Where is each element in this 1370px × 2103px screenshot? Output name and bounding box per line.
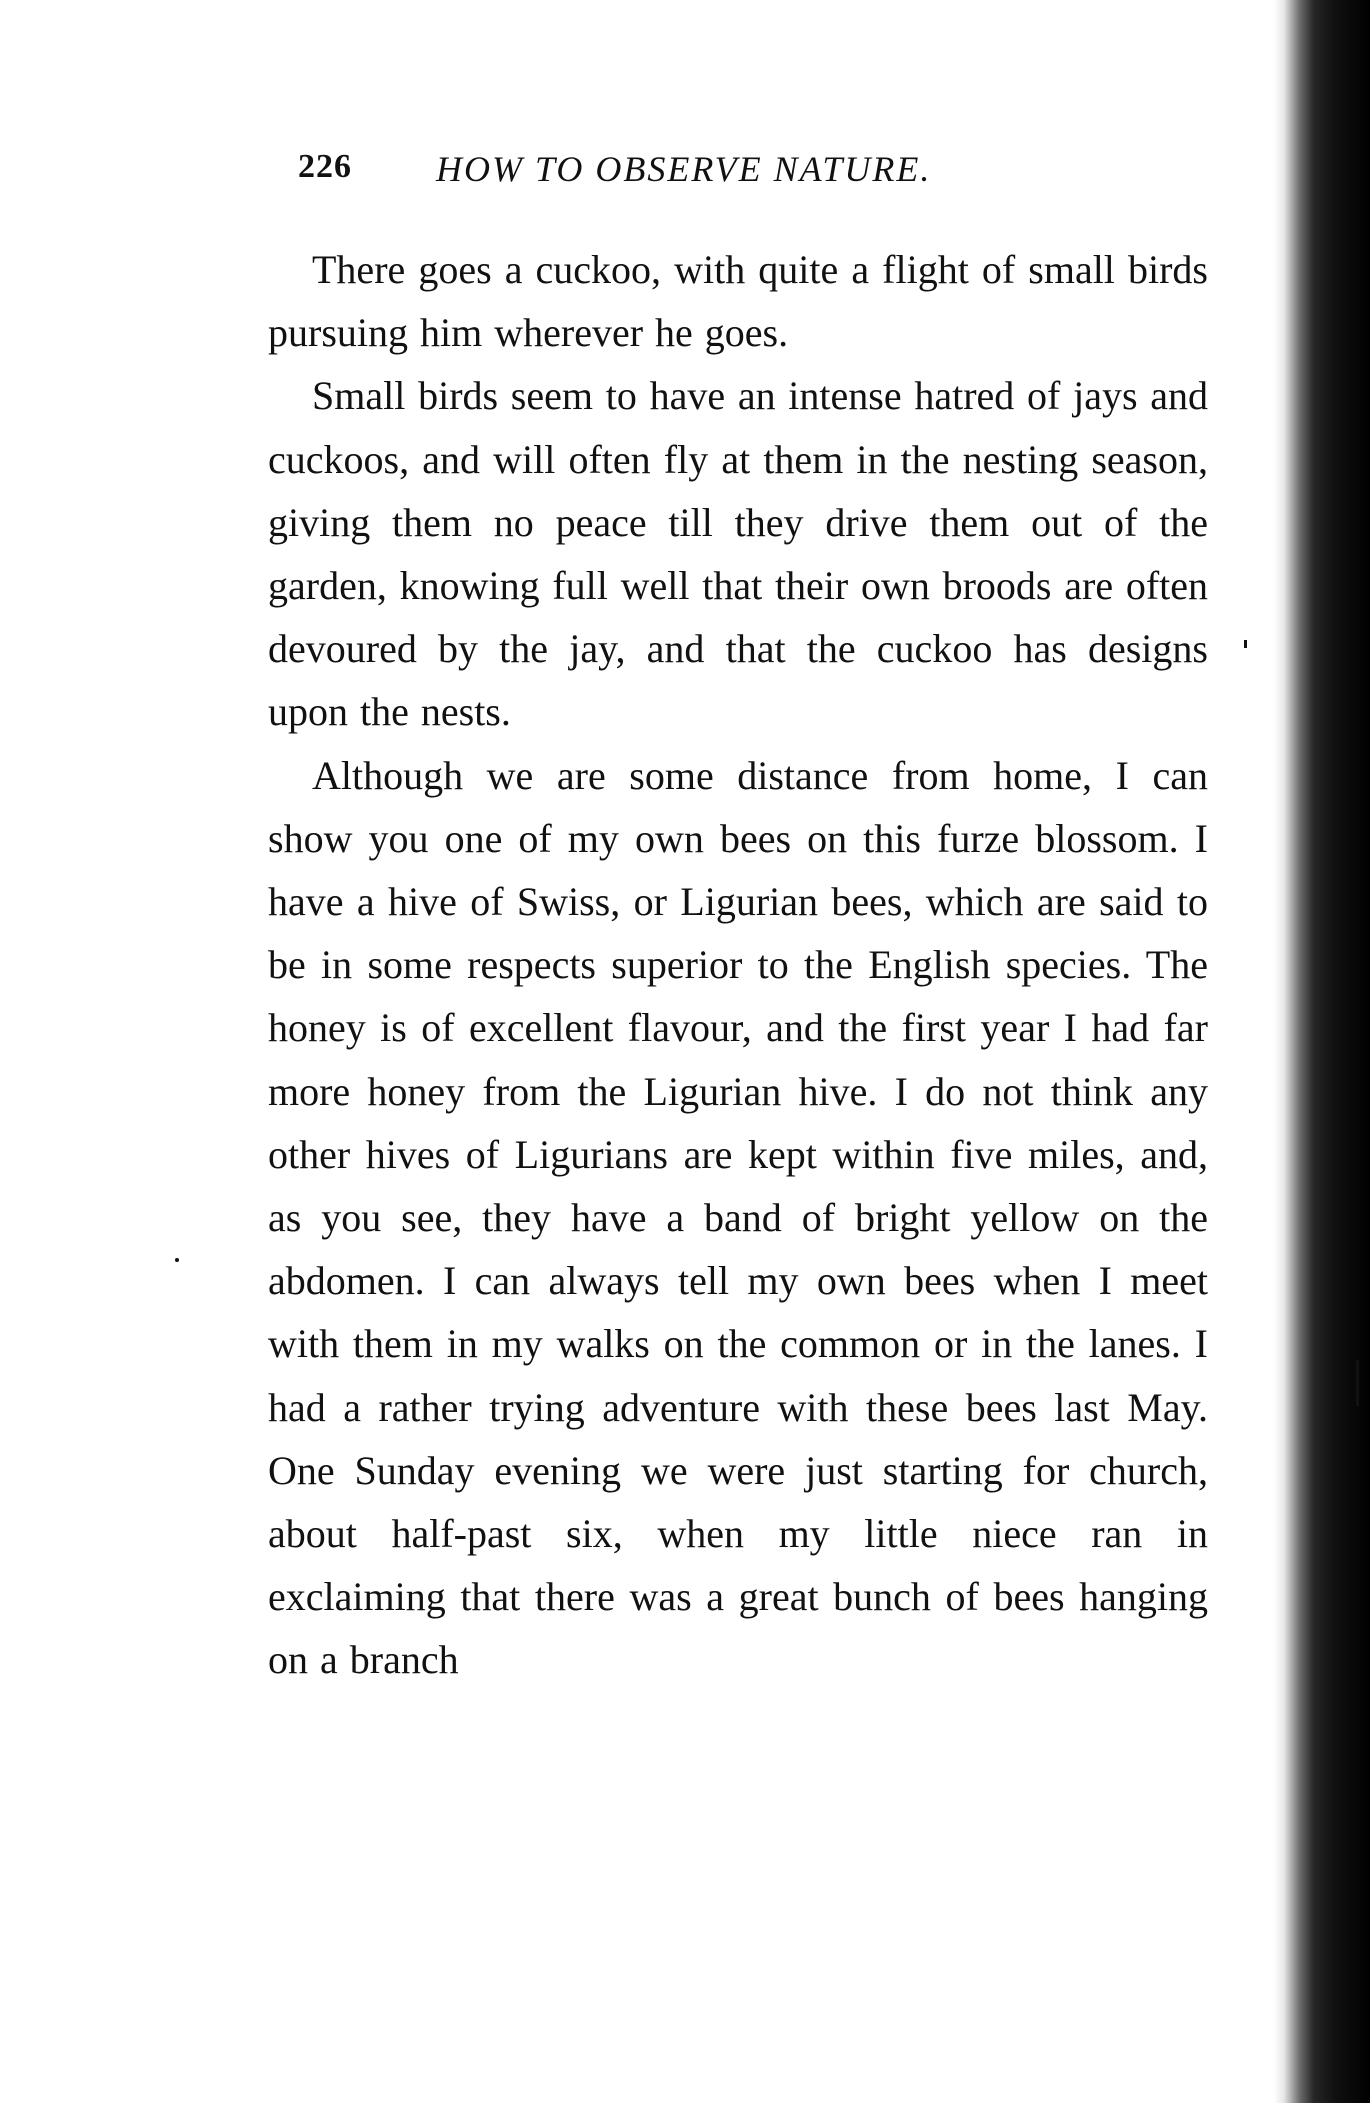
paragraph-cuckoo: There goes a cuckoo, with quite a flight of small birds pursuing him wherever he goes. xyxy=(268,247,1208,356)
body-text xyxy=(268,238,1208,1692)
page-header xyxy=(298,148,1198,198)
scan-shadow-edge xyxy=(1274,0,1370,2103)
running-title: HOW TO OBSERVE NATURE. xyxy=(436,149,932,189)
paragraph-small-birds: Small birds seem to have an intense hatred of jays and cuckoos, and will often fly at them in the nesting season, giving them no peace till they drive them out of the garden, knowing full well that their own broods are often devoured by the jay, and that the cuckoo has designs upon the nests. xyxy=(268,373,1208,735)
scan-speck xyxy=(1244,640,1247,648)
page-number: 226 xyxy=(298,148,352,185)
paragraph-ligurian-bees: Although we are some distance from home, I can show you one of my own bees on this furze blossom. I have a hive of Swiss, or Ligurian bees, which are said to be in some respects superior to the English species. The honey is of excellent flavour, and the first year I had far more honey from the Ligurian hive. I do not think any other hives of Ligurians are kept within five miles, and, as you see, they have a band of bright yellow on the abdomen. I can always tell my own bees when I meet with them in my walks on the common or in the lanes. I had a rather trying adventure with these bees last May. One Sunday evening we were just starting for church, about half-past six, when my little niece ran in exclaiming that there was a great bunch of bees hanging on a branch xyxy=(268,752,1208,1683)
scan-speck xyxy=(175,1258,179,1262)
scan-speck xyxy=(1356,1360,1359,1406)
